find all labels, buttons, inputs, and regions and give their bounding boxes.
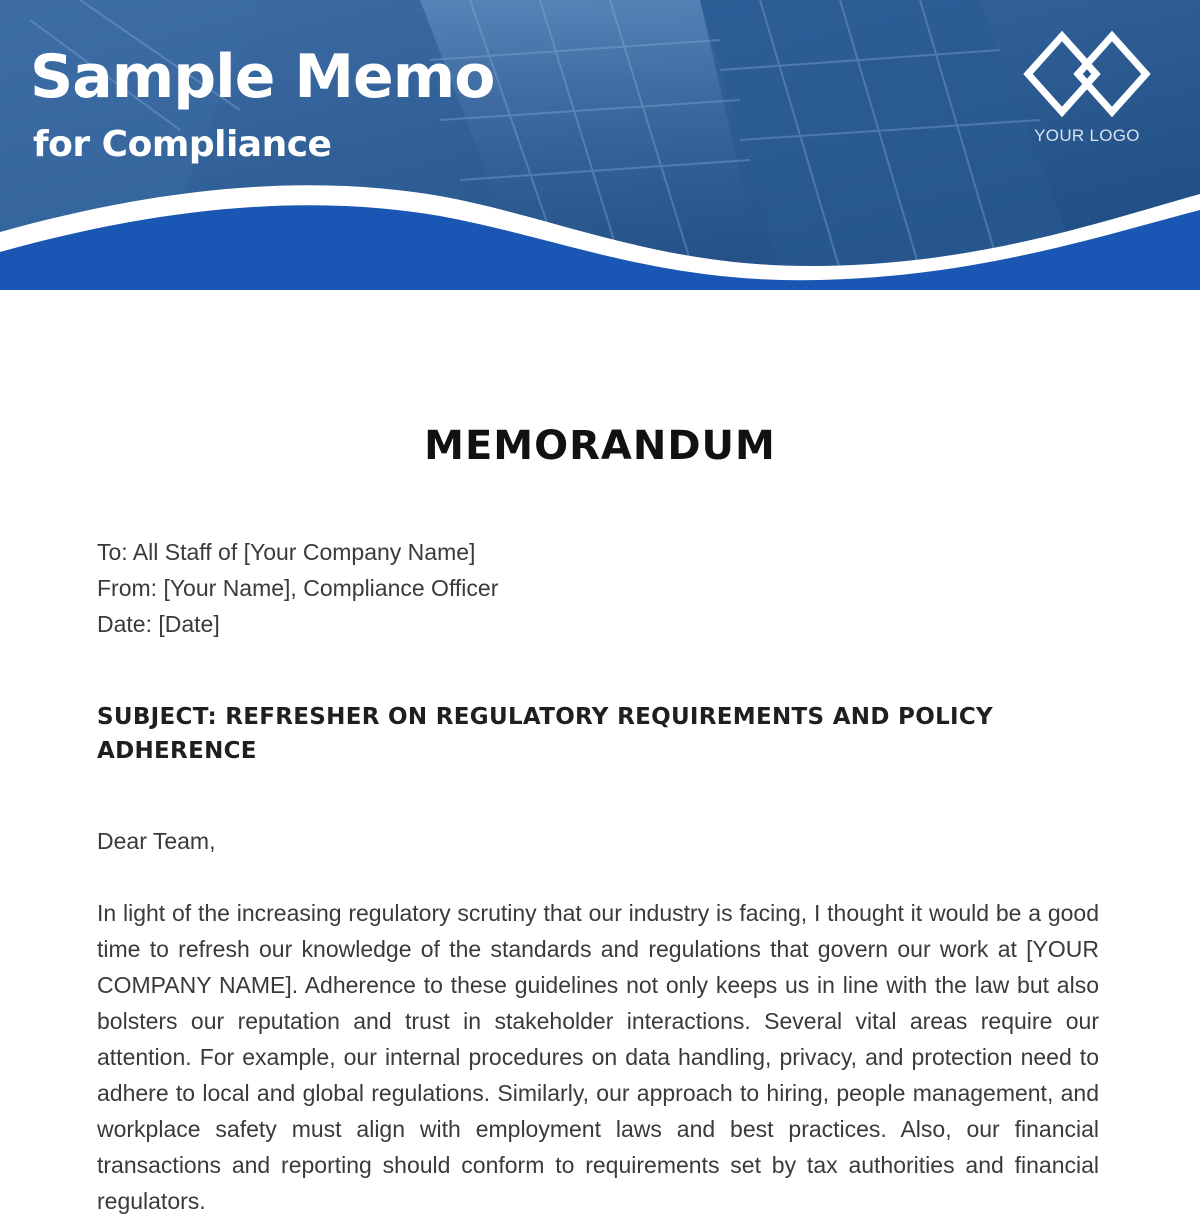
- subject-line: SUBJECT: REFRESHER ON REGULATORY REQUIREMENTS AND POLICY ADHERENCE: [97, 704, 994, 764]
- logo-text: YOUR LOGO: [1034, 126, 1140, 145]
- banner-subtitle: for Compliance: [33, 124, 332, 165]
- greeting: Dear Team,: [97, 828, 216, 854]
- company-logo: [1022, 28, 1152, 148]
- date-line: Date: [Date]: [97, 611, 220, 637]
- header-banner: [0, 0, 1200, 290]
- interlocking-diamonds-icon: [1022, 28, 1152, 120]
- document-title: MEMORANDUM: [424, 423, 776, 469]
- memo-header-fields: [97, 534, 1097, 642]
- from-line: From: [Your Name], Compliance Officer: [97, 575, 499, 601]
- to-line: To: All Staff of [Your Company Name]: [97, 539, 476, 565]
- body-paragraph: In light of the increasing regulatory scrutiny that our industry is facing, I thought it would be a good time to refresh our knowledge of the standards and regulations that govern our work at [YOUR COMPANY NAME]. Adherence to these guidelines not only keeps us in line with the law but also bolsters our reputation and trust in stakeholder interactions. Several vital areas require our attention. For example, our internal procedures on data handling, privacy, and protection need to adhere to local and global regulations. Similarly, our approach to hiring, people management, and workplace safety must align with employment laws and best practices. Also, our financial transactions and reporting should conform to requirements set by tax authorities and financial regulators.: [97, 900, 1099, 1214]
- banner-title: Sample Memo: [30, 42, 495, 112]
